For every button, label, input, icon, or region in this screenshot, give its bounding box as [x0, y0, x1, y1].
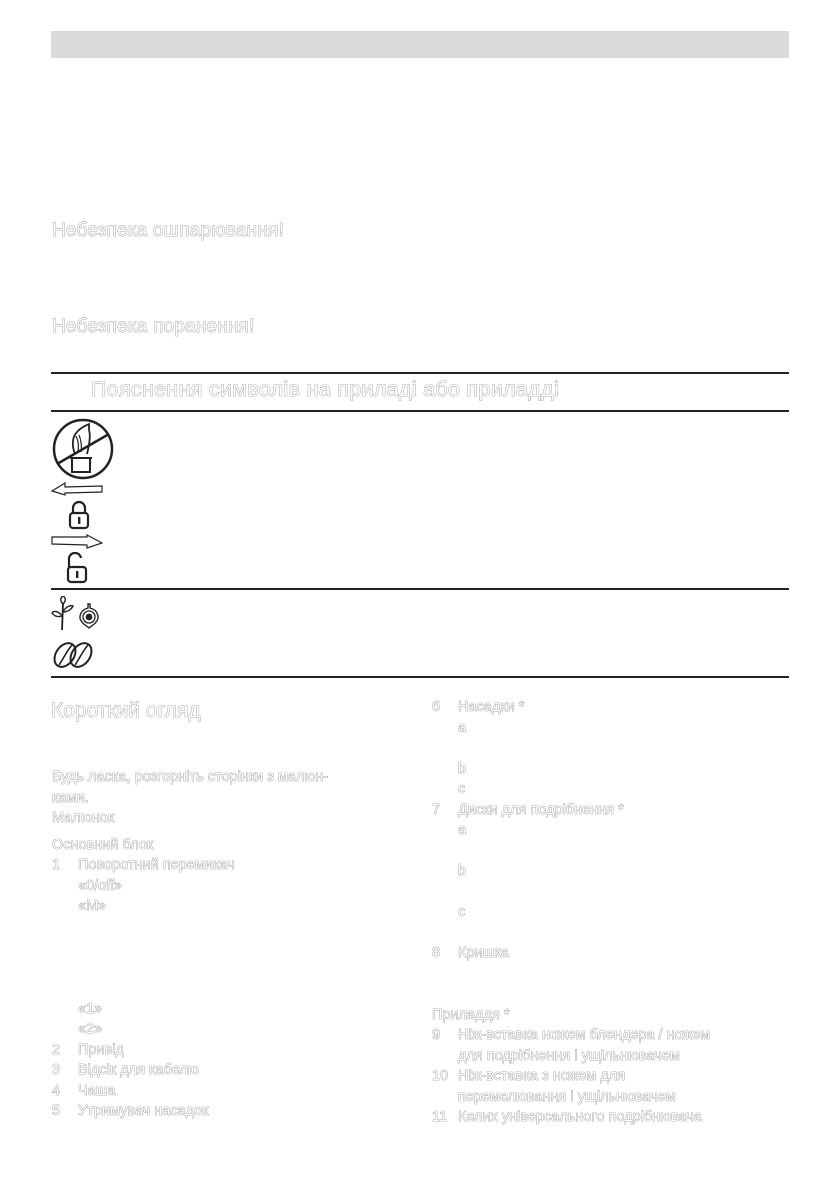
- sub-item: a: [458, 822, 467, 838]
- lock-open-icon: [64, 552, 88, 584]
- figure-label: Малюнок: [52, 810, 115, 826]
- warning-injury: Небезпека поранення!: [52, 316, 255, 337]
- item-label: Кришка: [458, 945, 509, 961]
- item-number: 2: [52, 1041, 61, 1058]
- sub-item: «0/off»: [78, 877, 123, 894]
- list-item: [432, 697, 802, 718]
- divider: [51, 372, 789, 374]
- sub-item: c: [458, 781, 466, 797]
- sub-item: «M»: [78, 898, 107, 914]
- item-label-line: перемелювання і ущільнювачем: [458, 1088, 676, 1105]
- lock-closed-icon: [68, 500, 90, 530]
- item-number: 8: [432, 945, 441, 961]
- divider: [51, 676, 789, 678]
- list-item: [52, 1040, 402, 1061]
- intro-line: ками.: [52, 789, 89, 806]
- item-label-line: Ніж-вставка з ножем для: [458, 1068, 626, 1084]
- intro-text: [52, 767, 402, 808]
- intro-line: Будь ласка, розгорніть сторінки з малюн-: [52, 769, 329, 785]
- item-label: [458, 1066, 676, 1107]
- item-number: 1: [52, 857, 61, 873]
- sub-item: b: [458, 760, 467, 777]
- symbols-section-title: Пояснення символів на приладі або приладді: [91, 377, 559, 401]
- list-item: [52, 1081, 402, 1102]
- item-number: 4: [52, 1082, 61, 1099]
- item-label: Келих універсального подрібнювача: [458, 1109, 702, 1125]
- list-item: [52, 1101, 402, 1122]
- item-number: 5: [52, 1103, 61, 1119]
- no-hand-in-container-icon: [51, 418, 115, 480]
- list-item: [432, 800, 802, 821]
- item-label: Поворотний перемикач: [78, 857, 235, 873]
- overview-right-column: [432, 697, 802, 1128]
- list-item: [432, 1107, 802, 1128]
- list-item: [432, 943, 802, 964]
- overview-left-column: [52, 767, 402, 1122]
- sub-item: «1»: [78, 1000, 103, 1017]
- item-label: Насадки *: [458, 699, 525, 715]
- herbs-onion-icon: [50, 596, 106, 632]
- item-label: Чаша: [78, 1082, 116, 1099]
- list-item: [432, 1025, 802, 1066]
- header-bar: [51, 31, 789, 58]
- divider: [51, 410, 789, 412]
- list-item: [432, 1066, 802, 1107]
- item-label: Утримувач насадок: [78, 1103, 209, 1119]
- sub-item: a: [458, 719, 467, 736]
- item-number: 3: [52, 1062, 61, 1078]
- item-number: 10: [432, 1068, 449, 1084]
- item-label: Диски для подрібнення *: [458, 801, 624, 818]
- warning-scalding: Небезпека ошпарювання!: [52, 220, 284, 241]
- item-number: 7: [432, 801, 441, 818]
- item-number: 9: [432, 1027, 441, 1043]
- item-number: 6: [432, 699, 441, 715]
- arrow-left-icon: [51, 482, 103, 496]
- coffee-beans-icon: [52, 640, 96, 670]
- sub-item: «2»: [78, 1021, 103, 1037]
- main-unit-label: Основний блок: [52, 836, 154, 853]
- item-label: [458, 1025, 710, 1066]
- item-label-line: для подрібнення і ущільнювачем: [458, 1047, 680, 1064]
- list-item: [52, 1060, 402, 1081]
- overview-title: Короткий огляд: [51, 699, 201, 722]
- item-label-line: Ніж-вставка ножем блендера / ножем: [458, 1027, 711, 1043]
- item-number: 11: [432, 1109, 448, 1125]
- item-label: Привід: [78, 1041, 124, 1058]
- divider: [51, 588, 789, 590]
- accessories-title: Приладдя *: [432, 1006, 510, 1023]
- arrow-right-icon: [51, 534, 103, 550]
- item-label: Відсік для кабелю: [78, 1062, 199, 1078]
- sub-item: b: [458, 863, 467, 879]
- list-item: [52, 855, 402, 876]
- sub-item: c: [458, 904, 466, 920]
